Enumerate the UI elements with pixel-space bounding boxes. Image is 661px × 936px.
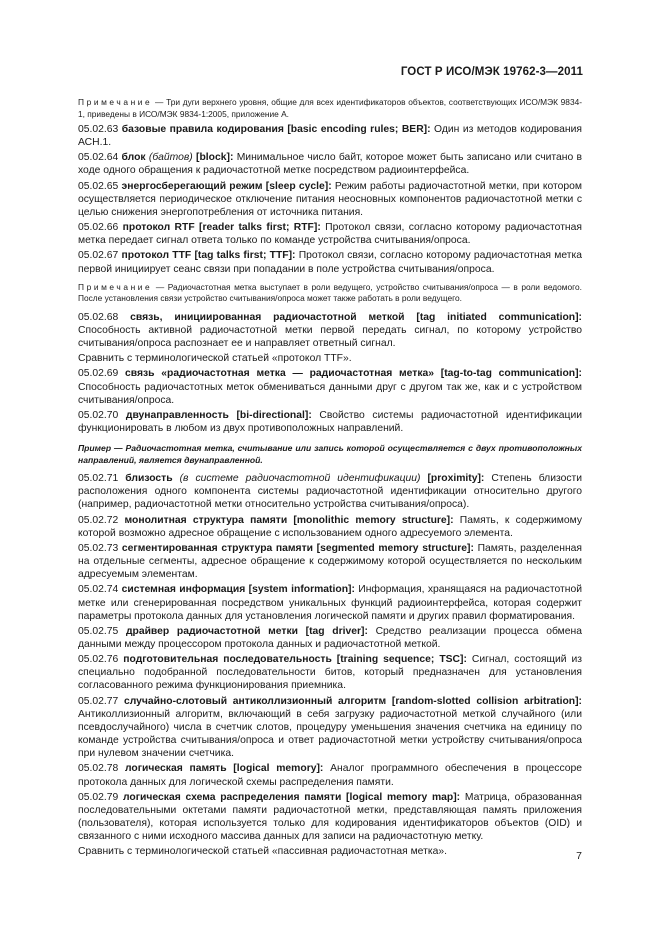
term-entry <box>78 762 582 788</box>
term-entry <box>78 151 582 177</box>
entry-term-en: [proximity]: <box>427 473 485 485</box>
page-number: 7 <box>576 850 582 862</box>
note-text: — Три дуги верхнего уровня, общие для всех идентификаторов объектов, соответствующих ИСО/МЭК 9834-1, приведены в ИСО/МЭК 9834-1:2005, приложение А. <box>78 97 582 119</box>
entry-term: драйвер радиочастотной метки [tag driver]: <box>125 625 368 637</box>
entry-number: 05.02.64 <box>78 152 119 164</box>
entry-term: логическая память [logical memory]: <box>125 763 324 775</box>
entry-term: монолитная структура памяти [monolithic memory structure]: <box>124 514 454 526</box>
entry-number: 05.02.63 <box>78 124 119 135</box>
entry-number: 05.02.65 <box>78 180 119 192</box>
entry-definition: Память, к содержимому которой возможно адресное обращение с использованием одного адресуемого элемента. <box>78 514 582 539</box>
note-label: Примечание <box>78 97 153 107</box>
note <box>78 97 582 120</box>
term-entry <box>78 653 582 692</box>
entry-number: 05.02.73 <box>78 542 119 554</box>
entry-definition: Степень близости расположения одного компонента системы радиочастотной идентификации относительно другого (например, радиочастотной метки относительно устройства считывания/опроса). <box>78 473 583 511</box>
entry-term: протокол TTF [tag talks first; <box>121 250 267 262</box>
term-entry <box>78 249 582 275</box>
entry-qualifier: (байтов) <box>148 152 193 164</box>
term-entry <box>78 180 582 219</box>
entry-definition: Антиколлизионный алгоритм, включающий в себя загрузку радиочастотной меткой случайного (или псевдослучайного) числа в счетчик слотов, процедуру уменьшения значения счетчика на единицу по команде устройства считывания/опроса и ответ радиочастотной метки устройству считывания/опроса при нулевом значении счетчика. <box>78 708 582 760</box>
entry-number: 05.02.71 <box>78 473 119 485</box>
entry-number: 05.02.70 <box>78 409 119 421</box>
entry-number: 05.02.77 <box>78 695 119 707</box>
term-entry <box>78 514 582 540</box>
entry-definition: Минимальное число байт, которое может быть записано или считано в ходе одного обращения к радиочастотной метке посредством радиоинтерфейса. <box>78 152 583 177</box>
entry-term: сегментированная структура памяти [segmented memory structure]: <box>121 542 474 554</box>
entry-definition: Матрица, образованная последовательными октетами памяти радиочастотной метки, представляющая память приложения (пользователя), которая используется только для кодирования идентификаторов объектов (OID) и связанного с ними исходного массива данных для записи на радиочастотную метку. <box>78 791 583 843</box>
entry-number: 05.02.78 <box>78 763 119 775</box>
entry-number: 05.02.67 <box>78 250 119 262</box>
entry-definition: Протокол связи, согласно которому радиочастотная метка первой инициирует сеанс связи при попадании в поле устройства считывания/опроса. <box>78 250 583 275</box>
note-label: Примечание <box>78 281 153 292</box>
entry-number: 05.02.76 <box>78 654 119 666</box>
term-entry <box>78 311 582 350</box>
example: Пример — Радиочастотная метка, считывание или запись которой осуществляется с двух противоположных направлений, является двунаправленной. <box>78 443 582 465</box>
entry-definition: Сигнал, состоящий из специально подобранной последовательности битов, который предназначен для установления согласованного режима функционирования приемника. <box>78 654 583 692</box>
entry-number: 05.02.75 <box>78 625 119 637</box>
entry-definition: Способность активной радиочастотной метки первой передать сигнал, по которому устройство считывания/опроса распознает ее и направляет ответный сигнал. <box>78 324 582 350</box>
term-entry <box>78 409 582 435</box>
entry-term-abbr: TTF]: <box>269 250 296 262</box>
document-header: ГОСТ Р ИСО/МЭК 19762-3—2011 <box>400 66 583 78</box>
entry-term: энергосберегающий режим [sleep cycle]: <box>121 180 332 192</box>
entry-term-abbr: TSC]: <box>439 654 467 666</box>
entry-definition: Протокол связи, согласно которому радиочастотная метка передает сигнал ответа только по команде устройства считывания/опроса. <box>78 222 583 247</box>
term-entry <box>78 625 582 651</box>
entry-number: 05.02.79 <box>78 791 119 803</box>
entry-definition: Способность радиочастотных меток обмениваться данными друг с другом так же, как и с устройством считывания/опроса. <box>78 381 582 406</box>
entry-term-abbr: BER]: <box>401 124 431 135</box>
entry-term: базовые правила кодирования [basic encoding rules; <box>121 124 399 135</box>
entry-number: 05.02.72 <box>78 514 119 526</box>
entry-term: логическая схема распределения памяти [logical memory map]: <box>123 791 461 803</box>
term-entry <box>78 542 582 581</box>
entry-number: 05.02.69 <box>78 368 119 380</box>
entry-definition: Средство реализации процесса обмена данными между процессором протокола данных и радиочастотной меткой. <box>78 625 582 650</box>
entry-number: 05.02.68 <box>78 311 119 323</box>
entry-definition: Аналог программного обеспечения в процессоре протокола данных для логической схемы распределения памяти. <box>78 763 583 788</box>
entry-term: блок <box>121 152 146 164</box>
term-entry <box>78 367 582 406</box>
entry-term: связь «радиочастотная метка — радиочастотная метка» [tag-to-tag communication]: <box>125 368 582 380</box>
term-entry <box>78 221 582 247</box>
entry-definition: Свойство системы радиочастотной идентификации функционировать в любом из двух противоположных направлений. <box>78 409 583 434</box>
entry-term: подготовительная последовательность [training sequence; <box>123 654 435 666</box>
cross-reference: Сравнить с терминологической статьей «протокол TTF». <box>78 353 352 365</box>
entry-term: случайно-слотовый антиколлизионный алгоритм [random-slotted collision arbitration]: <box>123 695 582 707</box>
note <box>78 282 582 305</box>
entry-definition: Память, разделенная на отдельные сегменты, адресное обращение к содержимому которой осуществляется по нескольким адресуемым элементам. <box>78 542 583 581</box>
term-entry <box>78 123 582 149</box>
term-entry <box>78 583 582 622</box>
entry-term-abbr: RTF]: <box>293 222 321 234</box>
entry-term: двунаправленность [bi-directional]: <box>125 409 312 421</box>
entry-qualifier: (в системе радиочастотной идентификации) <box>179 473 421 485</box>
term-entry <box>78 791 582 844</box>
entry-term: связь, инициированная радиочастотной меткой [tag initiated communication]: <box>130 311 582 323</box>
entry-term: системная информация [system information]: <box>121 584 355 596</box>
entry-definition: Информация, хранящаяся на радиочастотной метке или сгенерированная посредством уникальных функций радиоинтерфейса, которая содержит параметры протокола данных для установления логической памяти и других правил форматирования. <box>78 584 582 622</box>
entry-number: 05.02.66 <box>78 222 119 234</box>
cross-reference: Сравнить с терминологической статьей «пассивная радиочастотная метка». <box>78 846 447 858</box>
entry-term: близость <box>125 473 173 485</box>
entry-term-en: [block]: <box>196 152 234 164</box>
entry-definition: Режим работы радиочастотной метки, при котором осуществляется периодическое отключение питания неосновных компонентов радиочастотной метки с целью снижения энергопотребления от источника питания. <box>78 180 583 218</box>
entry-term: протокол RTF [reader talks first; <box>122 222 290 234</box>
note-text: — Радиочастотная метка выступает в роли ведущего, устройство считывания/опроса — в роли ведомого. После установления связи устройство считывания/опроса может также работать в роли ведущего. <box>78 281 582 304</box>
document-body <box>78 97 582 861</box>
term-entry <box>78 695 582 761</box>
entry-definition: Один из методов кодирования АСН.1. <box>78 124 582 149</box>
entry-number: 05.02.74 <box>78 584 119 596</box>
term-entry <box>78 472 582 511</box>
